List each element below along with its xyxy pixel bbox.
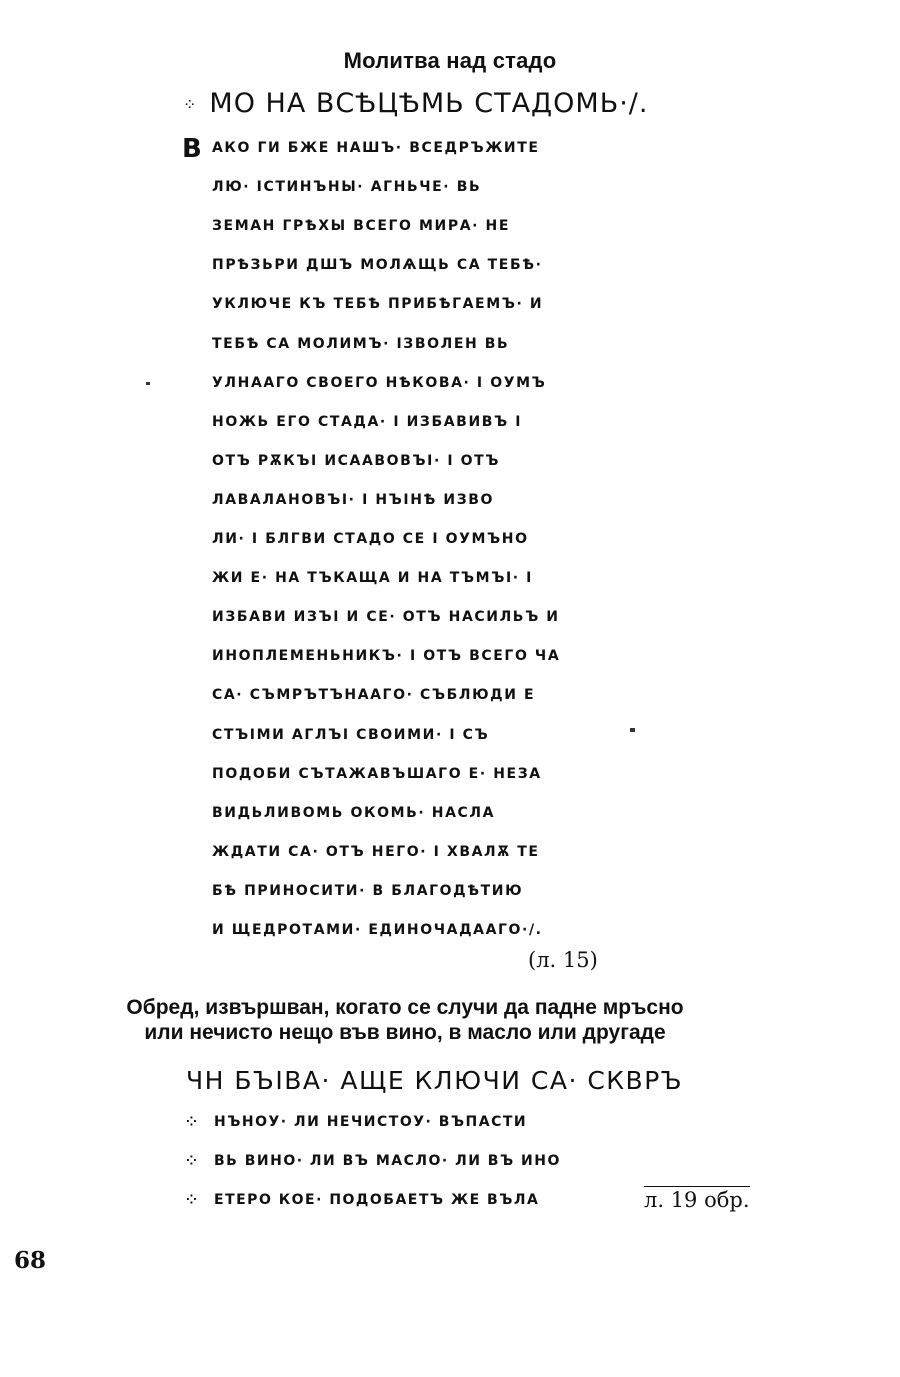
- manuscript-line: ЛАВАЛАНОВЪІ· І НЪІНѢ ИЗВО: [212, 492, 495, 508]
- ornament-marker-icon: ⁘: [186, 1154, 199, 1169]
- page-number: 68: [14, 1247, 47, 1274]
- manuscript-line: [186, 1114, 527, 1130]
- ornament-marker-icon: ⁘: [183, 95, 198, 114]
- initial-letter: В: [182, 134, 202, 164]
- manuscript-headline-text: МО НА ВСѢЦѢМЬ СТАДОМЬ·/.: [209, 88, 649, 119]
- folio-reference-2: л. 19 обр.: [644, 1188, 750, 1212]
- manuscript-line: ТЕБѢ СА МОЛИМЪ· ІЗВОЛЕН ВЬ: [212, 336, 510, 352]
- manuscript-line: БѢ ПРИНОСИТИ· В БЛАГОДѢТИЮ: [212, 883, 524, 899]
- manuscript-line: ЖДАТИ СА· ОТЪ НЕГО· І ХВАЛѪ ТЕ: [212, 844, 540, 860]
- section-title-line: или нечисто нещо във вино, в масло или другаде: [144, 1021, 666, 1044]
- print-speck: [630, 728, 635, 732]
- manuscript-line: ЛЮ· ІСТИНЪНЫ· АГНЬЧЕ· ВЬ: [212, 179, 482, 195]
- manuscript-line: ЗЕМАН ГРѢХЫ ВСЕГО МИРА· НЕ: [212, 218, 511, 234]
- print-speck: [146, 382, 150, 385]
- manuscript-line: И ЩЕДРОТАМИ· ЕДИНОЧАДААГО·/.: [212, 922, 543, 938]
- manuscript-line: ВИДЬЛИВОМЬ ОКОМЬ· НАСЛА: [212, 805, 496, 821]
- manuscript-line: [186, 1153, 561, 1169]
- manuscript-line: ИНОПЛЕМЕНЬНИКЪ· І ОТЪ ВСЕГО ЧА: [212, 648, 561, 664]
- manuscript-line-text: ВЬ ВИНО· ЛИ ВЪ МАСЛО· ЛИ ВЪ ИНО: [214, 1153, 561, 1169]
- manuscript-line: ОТЪ РѪКЪІ ИСААВОВЪІ· І ОТЪ: [212, 453, 501, 469]
- manuscript-line: УЛНААГО СВОЕГО НѢКОВА· І ОУМЪ: [212, 375, 547, 391]
- manuscript-line: ИЗБАВИ ИЗЪІ И СЕ· ОТЪ НАСИЛЬЪ И: [212, 609, 560, 625]
- manuscript-line: ПРѢЗЬРИ ДШЪ МОЛѦЩЬ СА ТЕБѢ·: [212, 257, 543, 273]
- manuscript-line: СА· СЪМРЪТЪНААГО· СЪБЛЮДИ Е: [212, 687, 536, 703]
- manuscript-line: УКЛЮЧЕ КЪ ТЕБѢ ПРИБѢГАЕМЪ· И: [212, 296, 544, 312]
- section-title-prayer: Молитва над стадо: [343, 48, 557, 73]
- ornament-marker-icon: ⁘: [186, 1115, 199, 1130]
- ornament-marker-icon: ⁘: [186, 1193, 199, 1208]
- manuscript-line: ЖИ Е· НА ТЪКАЩА И НА ТЪМЪІ· І: [212, 570, 533, 586]
- manuscript-headline-2: ЧН БЪІВА· АЩЕ КЛЮЧИ СА· СКВРЪ: [186, 1066, 684, 1095]
- manuscript-line: НОЖЬ ЕГО СТАДА· І ИЗБАВИВЪ І: [212, 414, 523, 430]
- manuscript-line: СТЪІМИ АГЛЪІ СВОИМИ· І СЪ: [212, 727, 490, 743]
- manuscript-headline: [183, 88, 648, 119]
- section-title-line: Обред, извършван, когато се случи да падне мръсно: [126, 996, 684, 1019]
- section-title-rite: [0, 995, 810, 1045]
- manuscript-line: ЛИ· І БЛГВИ СТАДО СЕ І ОУМЪНО: [212, 531, 529, 547]
- manuscript-line: АКО ГИ БЖЕ НАШЪ· ВСЕДРЪЖИТЕ: [212, 140, 540, 156]
- manuscript-line-text: ЕТЕРО КОЕ· ПОДОБАЕТЪ ЖЕ ВЪЛА: [214, 1192, 540, 1208]
- manuscript-line: [186, 1192, 539, 1208]
- manuscript-line: ПОДОБИ СЪТАЖАВЪШАГО Е· НЕЗА: [212, 766, 542, 782]
- manuscript-line-text: НЪНОУ· ЛИ НЕЧИСТОУ· ВЪПАСТИ: [214, 1114, 528, 1130]
- folio-reference: (л. 15): [528, 948, 598, 972]
